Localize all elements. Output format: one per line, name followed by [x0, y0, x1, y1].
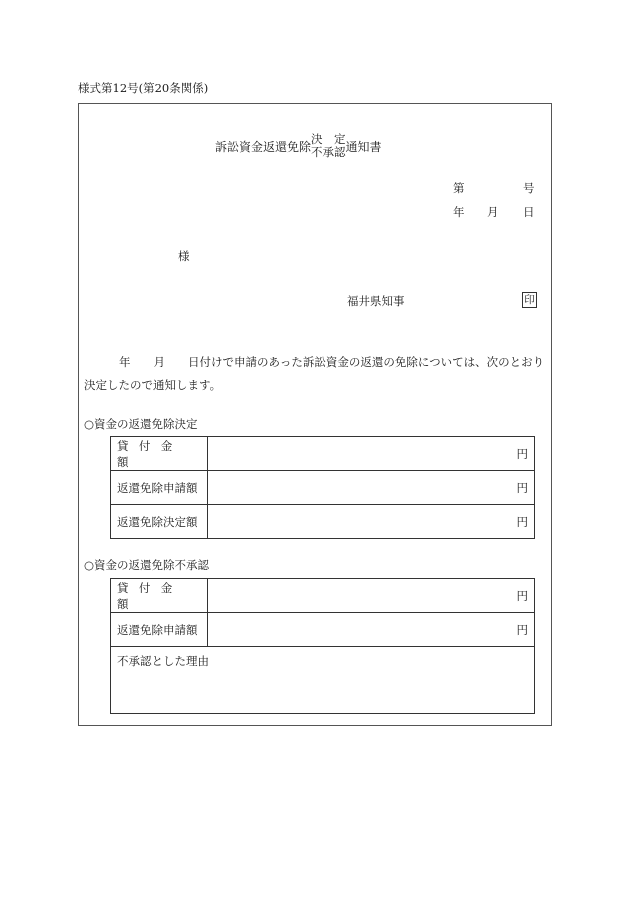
title-option-rejection: 不承認 [311, 145, 346, 159]
rejection-table [110, 578, 535, 714]
reason-label: 不承認とした理由 [117, 654, 209, 668]
yen-unit: 円 [516, 588, 528, 603]
body-text-line-2: 決定したので通知します。 [84, 378, 222, 392]
yen-unit: 円 [516, 622, 528, 637]
amount-field[interactable] [208, 437, 535, 471]
yen-unit: 円 [516, 446, 528, 461]
row-label: 貸付金額 [111, 437, 208, 471]
title-option-stack [311, 133, 346, 159]
row-label: 返還免除申請額 [111, 613, 208, 647]
date-day: 日 [523, 205, 535, 219]
title-main: 訴訟資金返還免除 [215, 139, 312, 154]
title-suffix: 通知書 [345, 139, 382, 154]
approval-section-heading: ○資金の返還免除決定 [84, 417, 198, 431]
yen-unit: 円 [516, 514, 528, 529]
title-option-decision: 決 定 [311, 132, 346, 146]
yen-unit: 円 [516, 480, 528, 495]
document-title [215, 133, 382, 159]
amount-field[interactable] [208, 579, 535, 613]
amount-field[interactable] [208, 613, 535, 647]
table-row [111, 613, 535, 647]
amount-field[interactable] [208, 505, 535, 539]
table-row [111, 505, 535, 539]
amount-field[interactable] [208, 471, 535, 505]
rejection-section-heading: ○資金の返還免除不承認 [84, 558, 210, 572]
date-month: 月 [487, 205, 499, 219]
reason-field[interactable] [111, 647, 535, 714]
table-row [111, 437, 535, 471]
body-text-line-1: 年 月 日付けで申請のあった訴訟資金の返還の免除については、次のとおり [119, 355, 545, 369]
issuer-name: 福井県知事 [347, 294, 405, 308]
row-label: 貸付金額 [111, 579, 208, 613]
date-year: 年 [453, 205, 465, 219]
row-label: 返還免除決定額 [111, 505, 208, 539]
number-prefix: 第 [453, 181, 465, 195]
approval-table [110, 436, 535, 539]
table-row [111, 579, 535, 613]
row-label: 返還免除申請額 [111, 471, 208, 505]
seal-mark: 印 [522, 292, 537, 308]
form-number-label: 様式第12号(第20条関係) [78, 81, 209, 95]
number-suffix: 号 [523, 181, 535, 195]
table-row [111, 471, 535, 505]
reason-row [111, 647, 535, 714]
addressee-honorific: 様 [178, 249, 190, 263]
